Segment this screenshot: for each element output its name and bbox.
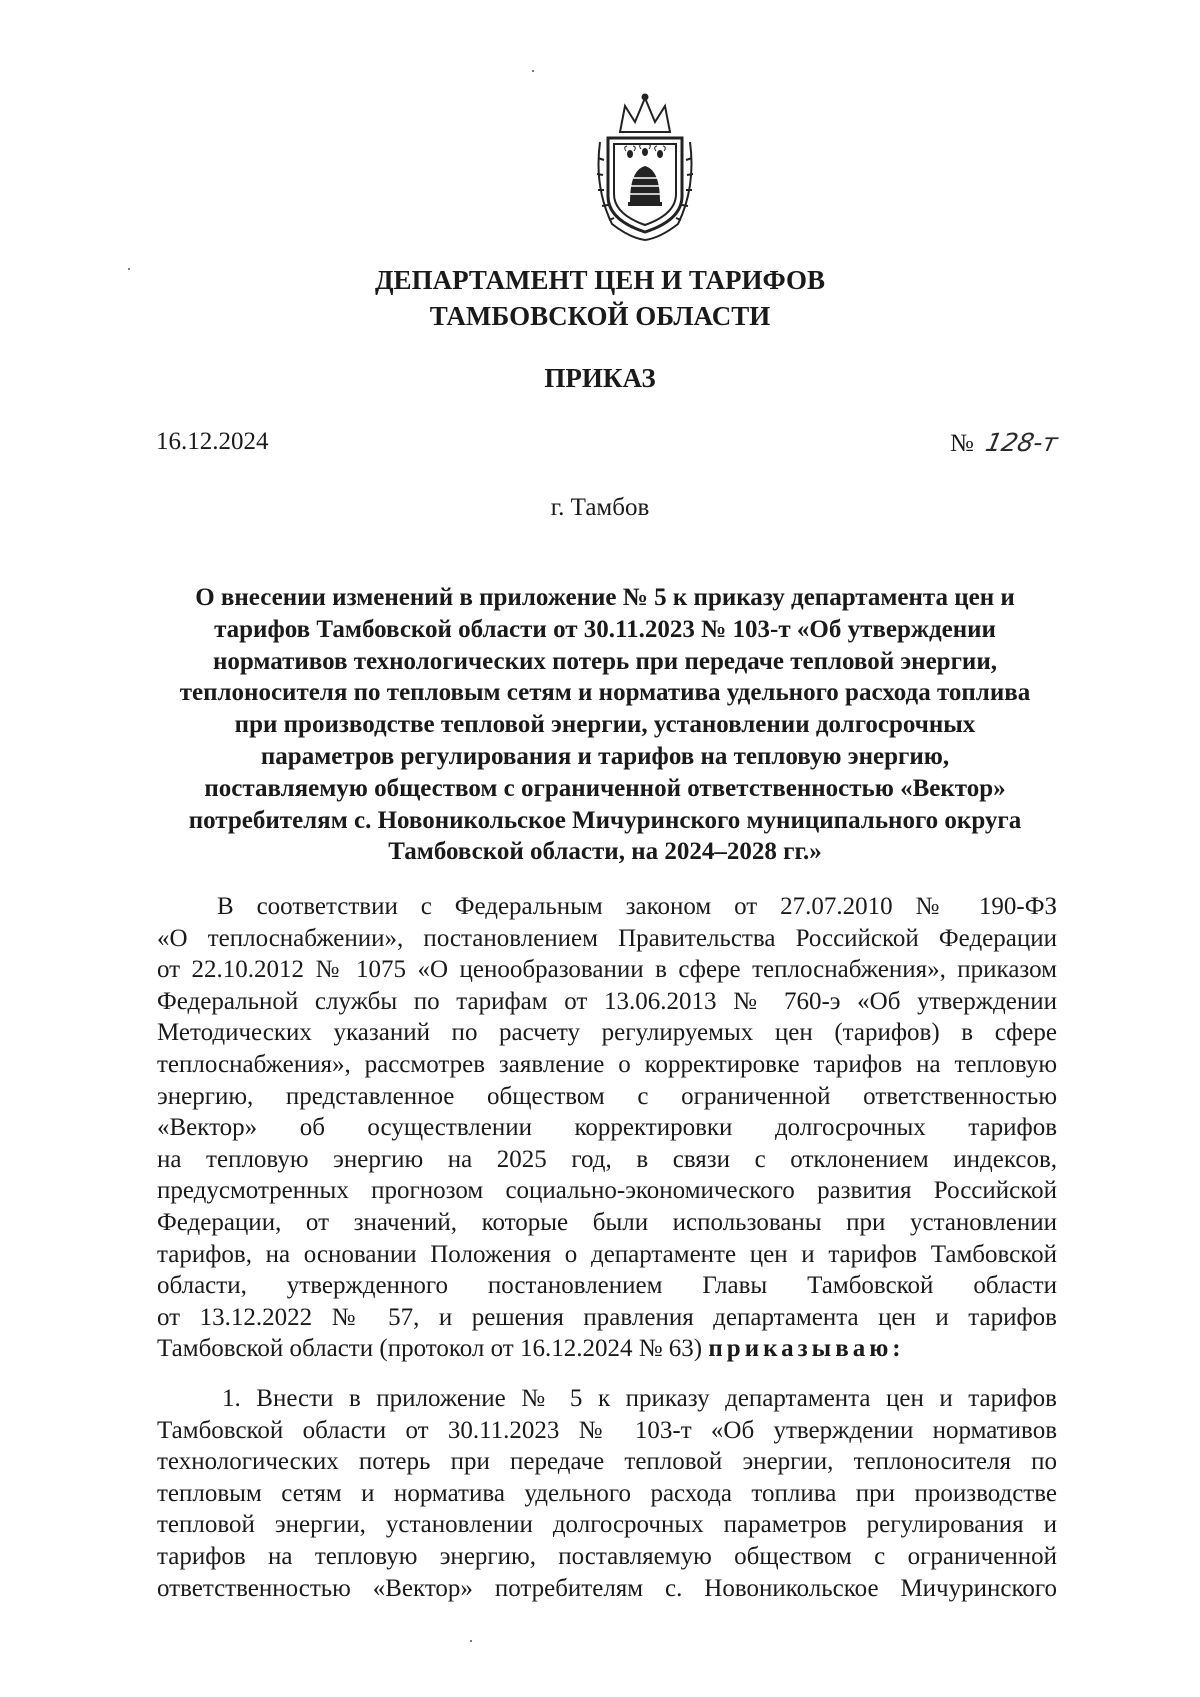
- paragraph-line: Тамбовской области (протокол от 16.12.2024 № 63): [157, 1335, 703, 1363]
- paragraph-line: Федеральной службы по тарифам от 13.06.2013 № 760-э «Об утверждении: [157, 987, 1057, 1015]
- organization-name-line-2: ТАМБОВСКОЙ ОБЛАСТИ: [429, 301, 771, 331]
- paragraph-line: «О теплоснабжении», постановлением Правительства Российской Федерации: [157, 924, 1057, 952]
- title-line: при производстве тепловой энергии, установлении долгосрочных: [234, 711, 976, 739]
- paragraph-line: от 22.10.2012 № 1075 «О ценообразовании в сфере теплоснабжения», приказом: [157, 956, 1057, 984]
- title-line: параметров регулирования и тарифов на тепловую энергию,: [260, 742, 950, 770]
- paragraph-line: Тамбовской области от 30.11.2023 № 103-т «Об утверждении нормативов: [157, 1416, 1057, 1444]
- paragraph-line: теплоснабжения», рассмотрев заявление о корректировке тарифов на тепловую: [157, 1050, 1057, 1078]
- paragraph-line: области, утвержденного постановлением Главы Тамбовской области: [157, 1272, 1057, 1300]
- paragraph-line: предусмотренных прогнозом социально-экономического развития Российской: [157, 1177, 1057, 1205]
- preamble-paragraph: [157, 891, 1057, 1365]
- title-line: теплоносителя по тепловым сетям и норматива удельного расхода топлива: [179, 679, 1031, 707]
- paragraph-line: Федерации, от значений, которые были использованы при установлении: [157, 1208, 1057, 1236]
- paragraph-line: тепловой энергии, установлении долгосрочных параметров регулирования и: [157, 1511, 1057, 1539]
- organization-name: [0, 262, 1200, 334]
- scan-speck: [128, 268, 130, 270]
- title-line: нормативов технологических потерь при передаче тепловой энергии,: [212, 647, 997, 675]
- paragraph-line: технологических потерь при передаче тепловой энергии, теплоносителя по: [157, 1448, 1057, 1476]
- title-line: О внесении изменений в приложение № 5 к приказу департамента цен и: [195, 584, 1015, 611]
- paragraph-line: ответственностью «Вектор» потребителям с. Новоникольское Мичуринского: [157, 1574, 1057, 1602]
- paragraph-line: на тепловую энергию на 2025 год, в связи с отклонением индексов,: [157, 1145, 1057, 1173]
- paragraph-line: «Вектор» об осуществлении корректировки долгосрочных тарифов: [157, 1114, 1057, 1142]
- scan-speck: [532, 70, 534, 72]
- paragraph-line: В соответствии с Федеральным законом от 27.07.2010 № 190-ФЗ: [217, 893, 1057, 920]
- scan-speck: [470, 1640, 472, 1642]
- title-line: потребителям с. Новоникольское Мичуринского муниципального округа: [188, 806, 1022, 834]
- document-title: [150, 582, 1060, 868]
- handwritten-number: 128-т: [983, 428, 1061, 457]
- document-type: ПРИКАЗ: [544, 363, 656, 393]
- organization-name-line-1: ДЕПАРТАМЕНТ ЦЕН И ТАРИФОВ: [374, 265, 826, 295]
- document-city: г. Тамбов: [550, 494, 650, 521]
- document-date: 16.12.2024: [156, 428, 269, 455]
- title-line: тарифов Тамбовской области от 30.11.2023 № 103-т «Об утверждении: [214, 615, 996, 643]
- tambov-coat-of-arms-icon: [590, 92, 700, 242]
- number-label: №: [950, 430, 974, 457]
- title-line: поставляемую обществом с ограниченной ответственностью «Вектор»: [204, 774, 1006, 802]
- paragraph-last-line: [157, 1333, 1057, 1365]
- paragraph-line: тарифов, на основании Положения о департаменте цен и тарифов Тамбовской: [157, 1240, 1057, 1268]
- clause-1-paragraph: [157, 1383, 1057, 1604]
- paragraph-line: тарифов на тепловую энергию, поставляемую обществом с ограниченной: [157, 1542, 1057, 1570]
- paragraph-line: 1. Внести в приложение № 5 к приказу департамента цен и тарифов: [222, 1385, 1057, 1412]
- paragraph-line: энергию, представленное обществом с ограниченной ответственностью: [157, 1082, 1057, 1110]
- document-number: [950, 428, 1061, 458]
- paragraph-line: Методических указаний по расчету регулируемых цен (тарифов) в сфере: [157, 1019, 1057, 1047]
- title-line: Тамбовской области, на 2024–2028 гг.»: [388, 838, 822, 866]
- paragraph-line: тепловым сетям и норматива удельного расхода топлива при производстве: [157, 1479, 1057, 1507]
- order-word: приказываю:: [708, 1335, 905, 1363]
- paragraph-line: от 13.12.2022 № 57, и решения правления департамента цен и тарифов: [157, 1303, 1057, 1331]
